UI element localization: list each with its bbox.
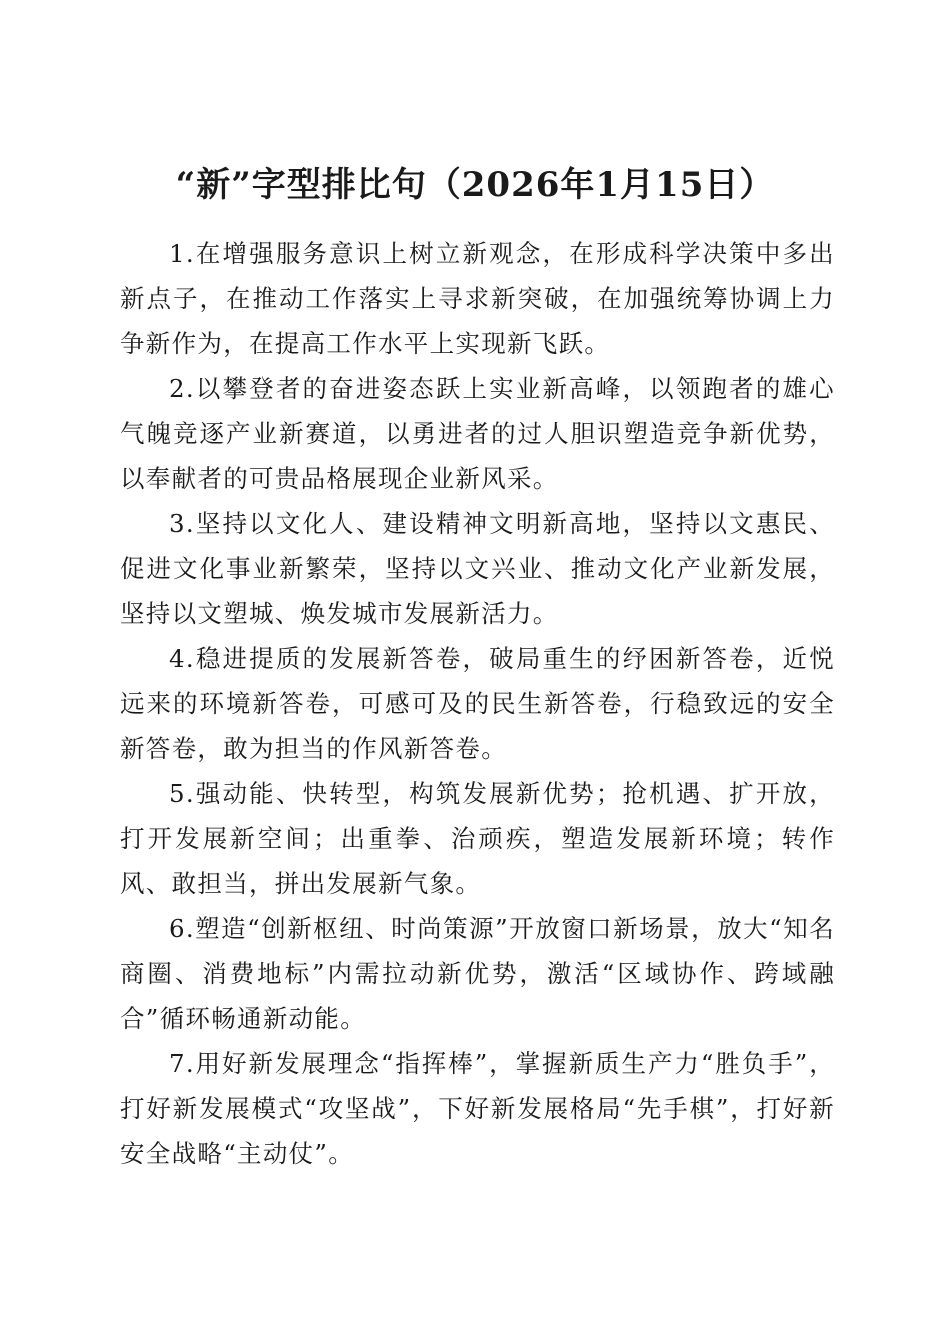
paragraph-4: 4.稳进提质的发展新答卷，破局重生的纾困新答卷，近悦远来的环境新答卷，可感可及的民生新答卷，行稳致远的安全新答卷，敢为担当的作风新答卷。 (120, 644, 835, 763)
paragraph-7: 7.用好新发展理念“指挥棒”，掌握新质生产力“胜负手”，打好新发展模式“攻坚战”，下好新发展格局“先手棋”，打好新安全战略“主动仗”。 (120, 1049, 835, 1168)
document-title: “新”字型排比句（2026年1月15日） (175, 164, 775, 205)
paragraph-5: 5.强动能、快转型，构筑发展新优势；抢机遇、扩开放，打开发展新空间；出重拳、治顽疾，塑造发展新环境；转作风、敢担当，拼出发展新气象。 (120, 779, 835, 898)
document-body (120, 231, 835, 1176)
paragraph-6: 6.塑造“创新枢纽、时尚策源”开放窗口新场景，放大“知名商圈、消费地标”内需拉动新优势，激活“区域协作、跨域融合”循环畅通新动能。 (120, 914, 835, 1033)
paragraph-1: 1.在增强服务意识上树立新观念，在形成科学决策中多出新点子，在推动工作落实上寻求新突破，在加强统筹协调上力争新作为，在提高工作水平上实现新飞跃。 (120, 239, 835, 358)
paragraph-2: 2.以攀登者的奋进姿态跃上实业新高峰，以领跑者的雄心气魄竞逐产业新赛道，以勇进者的过人胆识塑造竞争新优势，以奉献者的可贵品格展现企业新风采。 (120, 374, 835, 493)
paragraph-3: 3.坚持以文化人、建设精神文明新高地，坚持以文惠民、促进文化事业新繁荣，坚持以文兴业、推动文化产业新发展，坚持以文塑城、焕发城市发展新活力。 (120, 509, 835, 628)
